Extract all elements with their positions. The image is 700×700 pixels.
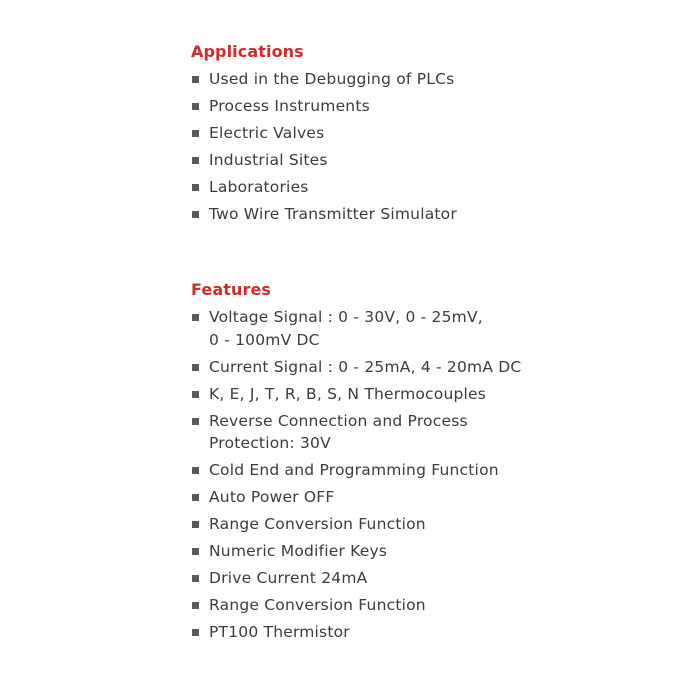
applications-section (191, 42, 457, 230)
applications-heading: Applications (191, 42, 304, 61)
list-item (191, 122, 457, 145)
list-item (191, 621, 521, 644)
list-item-text: Current Signal : 0 - 25mA, 4 - 20mA DC (209, 357, 522, 376)
list-item-text-continued: Protection: 30V (209, 434, 331, 452)
list-item (191, 513, 521, 536)
list-item-text: K, E, J, T, R, B, S, N Thermocouples (209, 384, 487, 403)
list-item (191, 486, 521, 509)
square-bullet-icon (192, 103, 199, 110)
square-bullet-icon (192, 184, 199, 191)
square-bullet-icon (192, 418, 199, 425)
features-section (191, 280, 521, 648)
list-item-text: Electric Valves (209, 124, 325, 142)
list-item (191, 95, 457, 118)
applications-list (191, 68, 457, 226)
square-bullet-icon (192, 314, 199, 321)
features-list (191, 306, 521, 644)
list-item (191, 540, 521, 563)
list-item-text: PT100 Thermistor (209, 623, 350, 641)
square-bullet-icon (192, 76, 199, 83)
list-item-text: Drive Current 24mA (209, 569, 368, 587)
list-item-text: Two Wire Transmitter Simulator (209, 205, 457, 223)
list-item (191, 383, 521, 406)
square-bullet-icon (192, 467, 199, 474)
list-item (191, 459, 521, 482)
square-bullet-icon (192, 548, 199, 555)
list-item-text: Range Conversion Function (209, 596, 426, 614)
list-item (191, 306, 521, 351)
list-item (191, 68, 457, 91)
list-item (191, 149, 457, 172)
list-item-text: Industrial Sites (209, 151, 328, 169)
list-item-text: Cold End and Programming Function (209, 461, 499, 479)
features-heading: Features (191, 280, 272, 299)
square-bullet-icon (192, 130, 199, 137)
square-bullet-icon (192, 157, 199, 164)
square-bullet-icon (192, 521, 199, 528)
square-bullet-icon (192, 494, 199, 501)
list-item-text: Auto Power OFF (209, 488, 335, 506)
list-item-text: Laboratories (209, 178, 309, 196)
list-item (191, 410, 521, 455)
list-item (191, 176, 457, 199)
list-item-text: Range Conversion Function (209, 515, 426, 533)
list-item-text: Voltage Signal : 0 - 30V, 0 - 25mV, (209, 308, 483, 326)
square-bullet-icon (192, 364, 199, 371)
square-bullet-icon (192, 211, 199, 218)
square-bullet-icon (192, 575, 199, 582)
list-item-text-continued: 0 - 100mV DC (209, 330, 320, 349)
list-item-text: Used in the Debugging of PLCs (209, 70, 455, 88)
square-bullet-icon (192, 391, 199, 398)
list-item (191, 203, 457, 226)
list-item-text: Process Instruments (209, 97, 370, 115)
square-bullet-icon (192, 629, 199, 636)
list-item (191, 594, 521, 617)
list-item-text: Reverse Connection and Process (209, 411, 468, 430)
square-bullet-icon (192, 602, 199, 609)
list-item (191, 356, 521, 379)
list-item (191, 567, 521, 590)
list-item-text: Numeric Modifier Keys (209, 542, 388, 560)
